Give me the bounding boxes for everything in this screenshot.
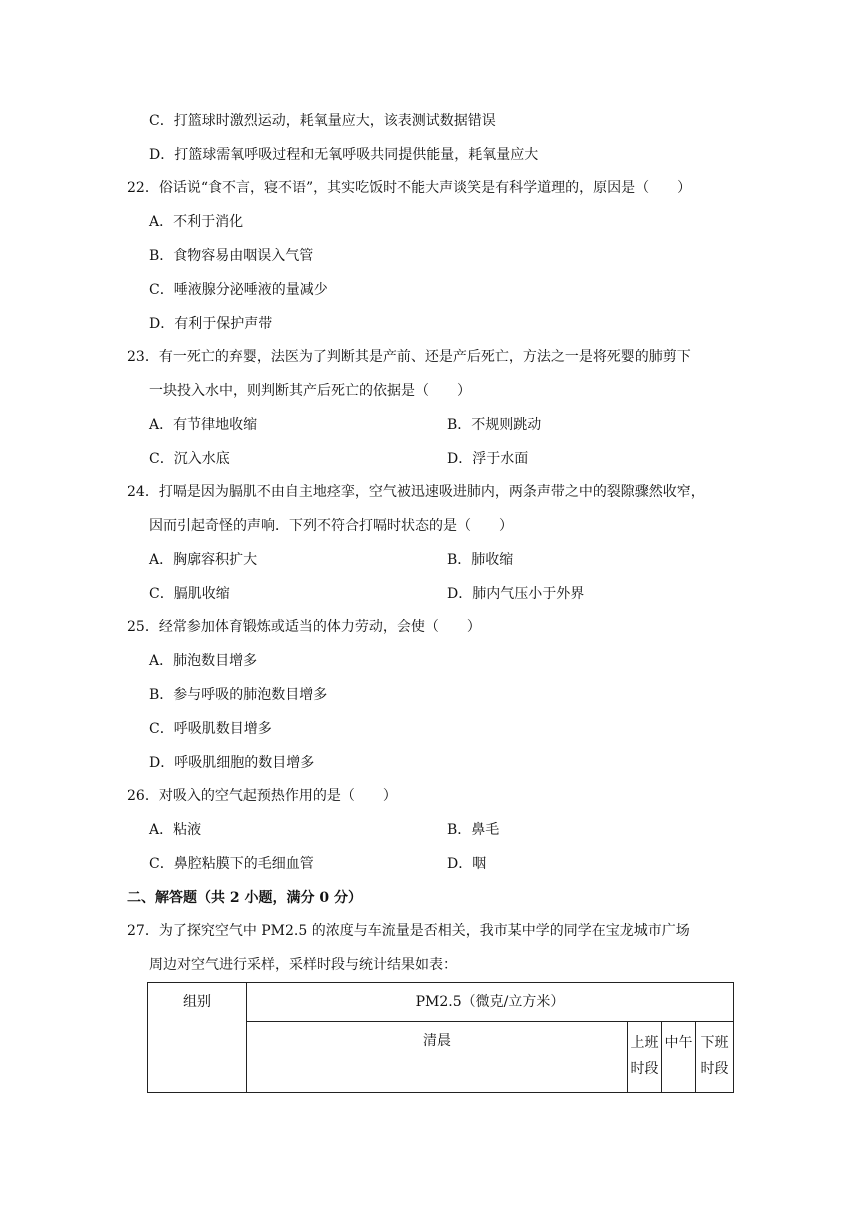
q26-option-a: A．粘液 bbox=[149, 822, 202, 838]
q24-stem-line2: 因而引起奇怪的声响．下列不符合打嗝时状态的是（ ） bbox=[149, 518, 513, 534]
q27-stem-line2: 周边对空气进行采样，采样时段与统计结果如表： bbox=[149, 957, 457, 973]
q23-option-c: C．沉入水底 bbox=[149, 451, 230, 467]
q27-stem-line1: 27．为了探究空气中 PM2.5 的浓度与车流量是否相关，我市某中学的同学在宝龙城市广场 bbox=[127, 923, 690, 939]
section-heading: 二、解答题（共 2 小题，满分 0 分） bbox=[127, 890, 362, 906]
q22-option-d: D．有利于保护声带 bbox=[149, 316, 273, 332]
q23-option-b: B．不规则跳动 bbox=[447, 417, 542, 433]
q23-option-d: D．浮于水面 bbox=[447, 451, 529, 467]
q23-stem-line2: 一块投入水中，则判断其产后死亡的依据是（ ） bbox=[149, 383, 471, 399]
table-header-group: 组别 bbox=[148, 983, 247, 1093]
q21-option-d: D．打篮球需氧呼吸过程和无氧呼吸共同提供能量，耗氧量应大 bbox=[149, 147, 539, 163]
q24-stem-line1: 24．打嗝是因为膈肌不由自主地痉挛，空气被迅速吸进肺内，两条声带之中的裂隙骤然收窄， bbox=[127, 484, 705, 500]
q25-option-a: A．肺泡数目增多 bbox=[149, 653, 258, 669]
table-header-morning: 清晨 bbox=[247, 1022, 628, 1093]
q24-option-b: B．肺收缩 bbox=[447, 552, 514, 568]
q24-option-c: C．膈肌收缩 bbox=[149, 586, 230, 602]
pm25-table bbox=[147, 982, 734, 1093]
q25-option-d: D．呼吸肌细胞的数目增多 bbox=[149, 755, 315, 771]
q24-option-a: A．胸廓容积扩大 bbox=[149, 552, 258, 568]
table-header-commute-pm: 下班时段 bbox=[696, 1022, 734, 1093]
q26-option-c: C．鼻腔粘膜下的毛细血管 bbox=[149, 856, 314, 872]
table-header-noon: 中午 bbox=[662, 1022, 696, 1093]
q22-option-a: A．不利于消化 bbox=[149, 214, 244, 230]
q25-option-b: B．参与呼吸的肺泡数目增多 bbox=[149, 687, 328, 703]
q22-stem: 22．俗话说“食不言，寝不语”，其实吃饭时不能大声谈笑是有科学道理的，原因是（ ） bbox=[127, 180, 692, 196]
table-header-commute-am: 上班时段 bbox=[628, 1022, 662, 1093]
q23-option-a: A．有节律地收缩 bbox=[149, 417, 258, 433]
q22-option-b: B．食物容易由咽误入气管 bbox=[149, 248, 314, 264]
q24-option-d: D．肺内气压小于外界 bbox=[447, 586, 585, 602]
table-header-pm25: PM2.5（微克/立方米） bbox=[247, 983, 734, 1022]
q23-stem-line1: 23．有一死亡的弃婴，法医为了判断其是产前、还是产后死亡，方法之一是将死婴的肺剪下 bbox=[127, 349, 691, 365]
q25-stem: 25．经常参加体育锻炼或适当的体力劳动，会使（ ） bbox=[127, 619, 481, 635]
q26-stem: 26．对吸入的空气起预热作用的是（ ） bbox=[127, 788, 397, 804]
q21-option-c: C．打篮球时激烈运动，耗氧量应大，该表测试数据错误 bbox=[149, 113, 496, 129]
q26-option-d: D．咽 bbox=[447, 856, 487, 872]
q25-option-c: C．呼吸肌数目增多 bbox=[149, 721, 272, 737]
q22-option-c: C．唾液腺分泌唾液的量减少 bbox=[149, 282, 328, 298]
q26-option-b: B．鼻毛 bbox=[447, 822, 500, 838]
